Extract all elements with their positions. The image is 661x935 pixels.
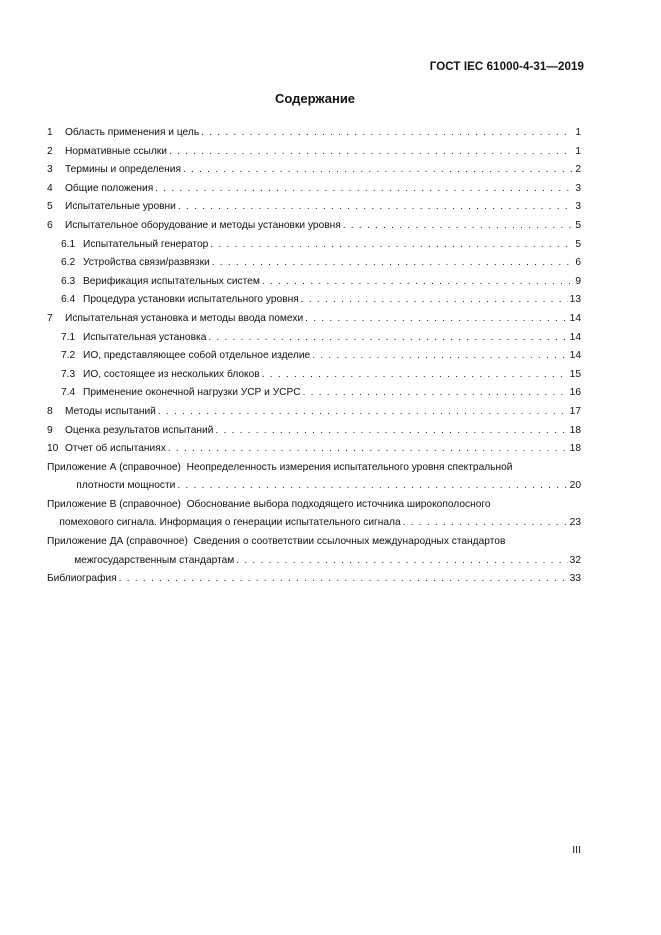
toc-entry-label: Испытательная установка и методы ввода помехи xyxy=(65,312,304,324)
leader-dots xyxy=(177,477,567,496)
appendix-a xyxy=(47,459,581,496)
toc-entry-number: 1 xyxy=(47,127,53,138)
leader-dots xyxy=(169,143,573,162)
toc-page-number: 14 xyxy=(569,312,581,324)
toc-page-number: 6 xyxy=(575,257,581,269)
toc-entry xyxy=(47,217,581,236)
toc-page-number: 1 xyxy=(575,127,581,138)
leader-dots xyxy=(215,422,567,441)
toc-entry xyxy=(47,310,581,329)
toc-page-number: 3 xyxy=(575,201,581,213)
toc-entry-label: Нормативные ссылки xyxy=(65,145,167,157)
toc-page-number: 3 xyxy=(575,182,581,194)
appendix-da xyxy=(47,533,581,570)
toc-entry-number: 4 xyxy=(47,182,53,194)
toc-entry-number: 6 xyxy=(47,219,53,231)
toc-page-number: 18 xyxy=(569,443,581,455)
leader-dots xyxy=(168,440,568,459)
toc-entry-label: Оценка результатов испытаний xyxy=(65,424,214,436)
toc-entry xyxy=(47,422,581,441)
appendix-title-line1: Сведения о соответствии ссылочных международных стандартов xyxy=(193,536,506,548)
leader-dots xyxy=(183,161,573,180)
page-title: Содержание xyxy=(274,91,356,106)
appendix-title-line1: Неопределенность измерения испытательного уровня спектральной xyxy=(186,461,513,473)
leader-dots xyxy=(212,254,574,273)
leader-dots xyxy=(305,310,568,329)
toc-entry-label: Применение оконечной нагрузки УСР и УСРС xyxy=(83,387,301,399)
toc-entry xyxy=(47,143,581,162)
toc-entry xyxy=(47,291,581,310)
leader-dots xyxy=(201,124,573,143)
toc-entry xyxy=(47,440,581,459)
toc-entry xyxy=(47,347,581,366)
toc-entry-number: 9 xyxy=(47,424,53,436)
toc-page-number: 32 xyxy=(569,554,581,566)
toc-entry-number: 6.2 xyxy=(61,257,76,269)
toc-entry xyxy=(47,236,581,255)
appendix-b xyxy=(47,496,581,533)
toc-entry-number: 2 xyxy=(47,145,53,157)
toc-entry-number: 7.3 xyxy=(61,368,76,380)
toc-entry-number: 7.1 xyxy=(61,331,76,343)
toc-page-number: 20 xyxy=(569,480,581,492)
toc-entry-number: 7.2 xyxy=(61,350,76,362)
toc-entry-label: ИО, состоящее из нескольких блоков xyxy=(83,368,260,380)
leader-dots xyxy=(262,273,574,292)
toc-entry-label: Методы испытаний xyxy=(65,405,156,417)
toc-page-number: 2 xyxy=(575,164,581,176)
toc-entry-label: Процедура установки испытательного уровня xyxy=(83,294,299,306)
leader-dots xyxy=(262,366,568,385)
leader-dots xyxy=(301,291,568,310)
toc-page-number: 1 xyxy=(575,145,581,157)
toc-entry-number: 8 xyxy=(47,405,53,417)
appendix-title-line2: межгосударственным стандартам xyxy=(74,554,235,566)
toc-entry-number: 6.1 xyxy=(61,238,76,250)
toc-entry xyxy=(47,180,581,199)
toc-entry-bibliography xyxy=(47,570,581,589)
toc-page-number: 23 xyxy=(569,517,581,529)
toc-entry xyxy=(47,384,581,403)
toc-entry-label: ИО, представляющее собой отдельное изделие xyxy=(83,350,311,362)
leader-dots xyxy=(208,329,567,348)
toc-entry xyxy=(47,161,581,180)
document-code: ГОСТ IEC 61000-4-31—2019 xyxy=(429,61,584,73)
page-number: III xyxy=(572,844,581,856)
toc-entry xyxy=(47,403,581,422)
toc-page-number: 15 xyxy=(569,368,581,380)
toc-entry-number: 7.4 xyxy=(61,387,76,399)
toc-entry-label: Испытательное оборудование и методы установки уровня xyxy=(65,219,341,231)
leader-dots xyxy=(403,514,568,533)
toc-entry-number: 10 xyxy=(47,443,59,455)
appendix-title-line2: плотности мощности xyxy=(76,480,176,492)
toc-page-number: 13 xyxy=(569,294,581,306)
appendix-title-line1: Обоснование выбора подходящего источника широкополосного xyxy=(186,498,491,510)
table-of-contents xyxy=(47,124,581,589)
toc-entry-label: Испытательный генератор xyxy=(83,238,209,250)
leader-dots xyxy=(155,180,573,199)
toc-page-number: 33 xyxy=(569,573,581,585)
leader-dots xyxy=(236,552,567,571)
appendix-prefix: Приложение В (справочное) xyxy=(47,498,181,510)
leader-dots xyxy=(210,236,573,255)
toc-entry-label: Устройства связи/развязки xyxy=(83,257,210,269)
toc-entry-number: 5 xyxy=(47,201,53,213)
appendix-prefix: Приложение ДА (справочное) xyxy=(47,536,188,548)
toc-entry xyxy=(47,254,581,273)
toc-page-number: 14 xyxy=(569,331,581,343)
toc-entry-label: Испытательная установка xyxy=(83,331,207,343)
leader-dots xyxy=(119,570,568,589)
toc-entry-label: Испытательные уровни xyxy=(65,201,176,213)
toc-page-number: 9 xyxy=(575,275,581,287)
appendix-title-line2: помехового сигнала. Информация о генерации испытательного сигнала xyxy=(59,517,401,529)
toc-page-number: 5 xyxy=(575,219,581,231)
toc-entry xyxy=(47,198,581,217)
toc-page-number: 14 xyxy=(569,350,581,362)
leader-dots xyxy=(303,384,568,403)
toc-entry xyxy=(47,273,581,292)
toc-entry xyxy=(47,366,581,385)
toc-entry xyxy=(47,124,581,143)
toc-entry-label: Отчет об испытаниях xyxy=(65,443,166,455)
leader-dots xyxy=(343,217,574,236)
toc-entry-label: Общие положения xyxy=(65,182,154,194)
toc-entry-number: 7 xyxy=(47,312,53,324)
leader-dots xyxy=(178,198,573,217)
toc-entry-label: Область применения и цель xyxy=(65,127,200,138)
toc-entry-label: Верификация испытательных систем xyxy=(83,275,260,287)
appendix-prefix: Приложение А (справочное) xyxy=(47,461,181,473)
toc-page-number: 5 xyxy=(575,238,581,250)
leader-dots xyxy=(312,347,567,366)
toc-page-number: 17 xyxy=(569,405,581,417)
toc-entry xyxy=(47,329,581,348)
leader-dots xyxy=(158,403,568,422)
toc-entry-number: 3 xyxy=(47,164,53,176)
toc-entry-label: Библиография xyxy=(47,573,117,585)
toc-entry-label: Термины и определения xyxy=(65,164,181,176)
toc-page-number: 16 xyxy=(569,387,581,399)
toc-page-number: 18 xyxy=(569,424,581,436)
toc-entry-number: 6.4 xyxy=(61,294,76,306)
toc-entry-number: 6.3 xyxy=(61,275,76,287)
